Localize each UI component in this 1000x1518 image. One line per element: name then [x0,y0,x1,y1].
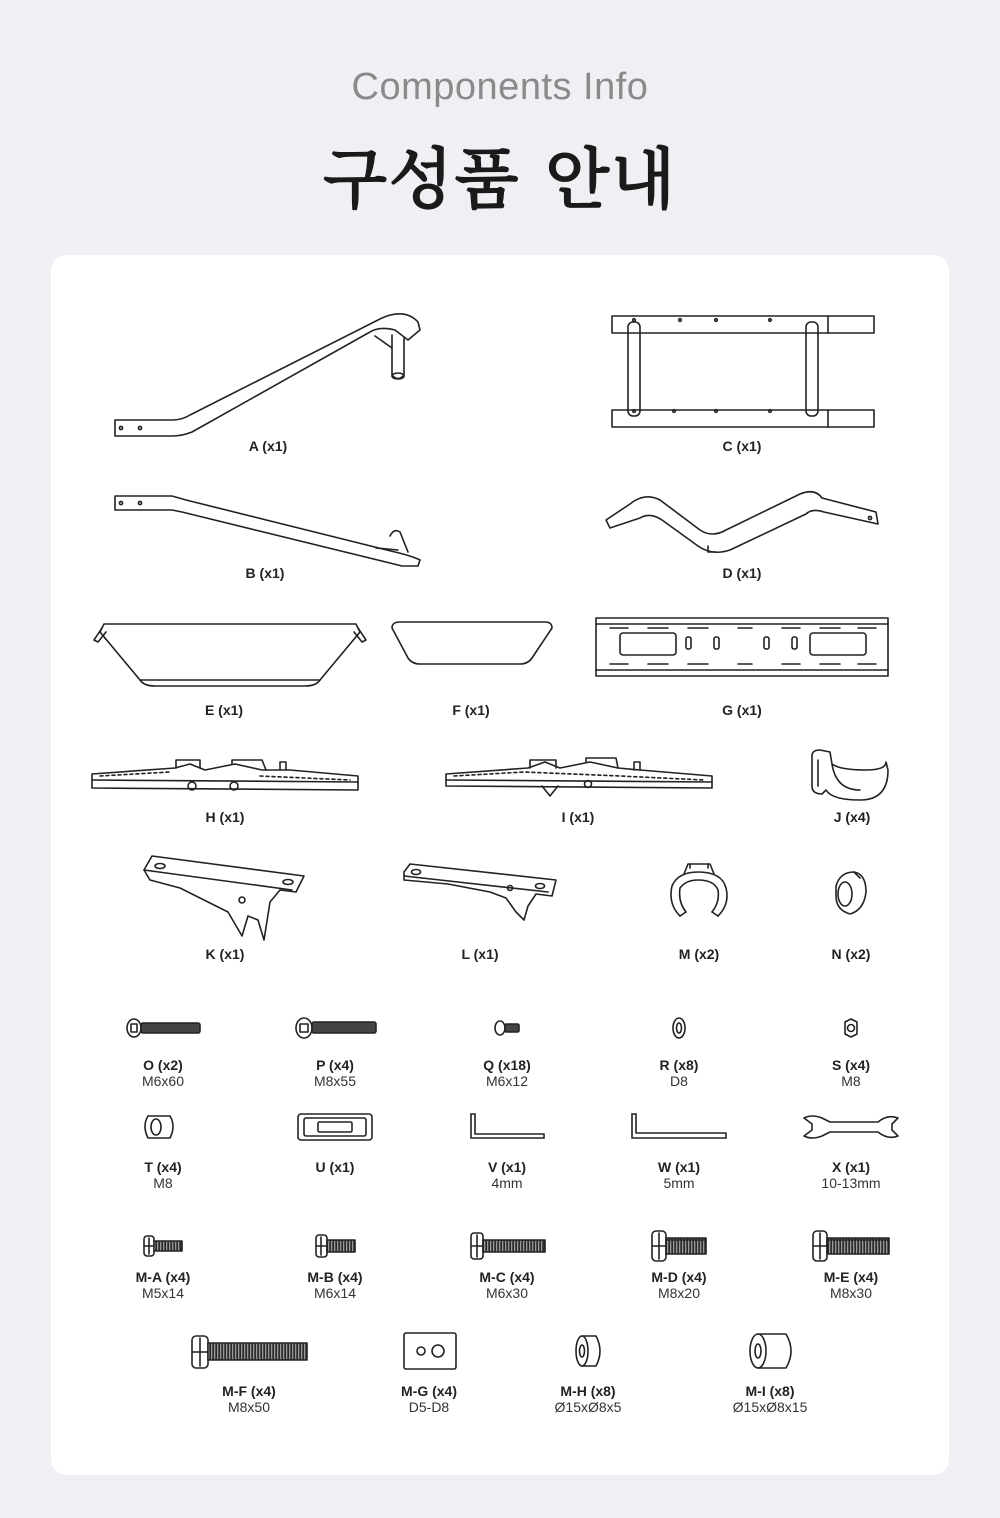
part-c-frame-illustration [612,316,874,427]
part-mh-spacer-illustration [576,1336,600,1366]
part-l-bracket-illustration [404,864,556,920]
part-me-bolt-illustration [813,1231,889,1261]
part-spec: 5mm [663,1175,695,1191]
part-mb-bolt-illustration [316,1235,355,1257]
part-a-arm-illustration [115,314,420,436]
part-s-nut-illustration [845,1019,857,1037]
part-label: N (x2) [831,946,871,962]
part-spec: 4mm [491,1175,523,1191]
part-r-washer-illustration [673,1018,685,1038]
part-spec: 10-13mm [821,1175,881,1191]
part-ma-bolt-illustration [144,1236,182,1256]
part-spec: M6x60 [141,1073,185,1089]
part-mg-plate-illustration [404,1333,456,1369]
part-spec: M6x12 [485,1073,529,1089]
part-label: M-F (x4) [222,1383,276,1399]
part-label: M-G (x4) [401,1383,457,1399]
part-label: M-H (x8) [560,1383,616,1399]
part-h-bracket-illustration [92,760,358,790]
page-subtitle: Components Info [351,66,649,108]
part-v-hexkey-illustration [471,1114,544,1138]
part-spec: M8x30 [829,1285,873,1301]
part-label: P (x4) [316,1057,354,1073]
part-o-bolt-illustration [127,1019,200,1037]
part-label: L (x1) [461,946,499,962]
part-e-shelf-illustration [94,624,366,686]
part-u-level-illustration [298,1114,372,1140]
page-title: 구성품 안내 [323,141,677,218]
part-spec: M8x55 [313,1073,357,1089]
part-label: J (x4) [833,809,871,825]
part-label: C (x1) [722,438,762,454]
part-label: E (x1) [204,702,244,718]
part-label: M-E (x4) [823,1269,879,1285]
part-t-nut-illustration [145,1116,173,1138]
part-mc-bolt-illustration [471,1233,545,1259]
part-label: W (x1) [658,1159,700,1175]
part-label: T (x4) [144,1159,182,1175]
part-spec: D8 [670,1073,688,1089]
part-label: G (x1) [722,702,762,718]
part-label: M-C (x4) [479,1269,535,1285]
part-label: M (x2) [678,946,720,962]
part-n-cap-illustration [836,872,866,914]
part-mf-bolt-illustration [192,1336,307,1368]
part-x-wrench-illustration [804,1116,898,1138]
part-label: R (x8) [659,1057,699,1073]
part-label: F (x1) [452,702,490,718]
part-spec: D5-D8 [408,1399,450,1415]
part-label: B (x1) [245,565,285,581]
part-label: Q (x18) [483,1057,531,1073]
part-w-hexkey-illustration [632,1114,726,1138]
part-spec: M8 [153,1175,173,1191]
part-spec: M8 [841,1073,861,1089]
part-label: U (x1) [315,1159,355,1175]
part-label: A (x1) [248,438,288,454]
part-mi-spacer-illustration [750,1334,791,1368]
part-b-arm-illustration [115,496,420,566]
part-spec: Ø15xØ8x15 [732,1399,808,1415]
part-label: V (x1) [487,1159,527,1175]
part-label: S (x4) [831,1057,871,1073]
part-md-bolt-illustration [652,1231,706,1261]
part-label: M-I (x8) [745,1383,795,1399]
part-m-clamp-illustration [671,864,727,916]
part-f-shelf-illustration [392,622,552,664]
part-spec: M8x50 [227,1399,271,1415]
part-spec: Ø15xØ8x5 [554,1399,622,1415]
part-p-bolt-illustration [296,1018,376,1038]
part-g-plate-illustration [596,618,888,676]
part-spec: M6x14 [313,1285,357,1301]
part-label: X (x1) [831,1159,871,1175]
part-label: D (x1) [722,565,762,581]
part-q-bolt-illustration [495,1021,519,1035]
part-label: M-D (x4) [651,1269,707,1285]
part-k-bracket-illustration [144,856,304,940]
part-label: M-A (x4) [135,1269,191,1285]
part-label: H (x1) [205,809,245,825]
part-label: M-B (x4) [307,1269,363,1285]
part-spec: M8x20 [657,1285,701,1301]
part-label: K (x1) [205,946,245,962]
part-i-bracket-illustration [446,758,712,796]
part-d-tube-illustration [606,492,878,553]
part-label: O (x2) [143,1057,183,1073]
part-j-clamp-illustration [812,750,888,800]
part-label: I (x1) [561,809,595,825]
part-spec: M5x14 [141,1285,185,1301]
part-spec: M6x30 [485,1285,529,1301]
